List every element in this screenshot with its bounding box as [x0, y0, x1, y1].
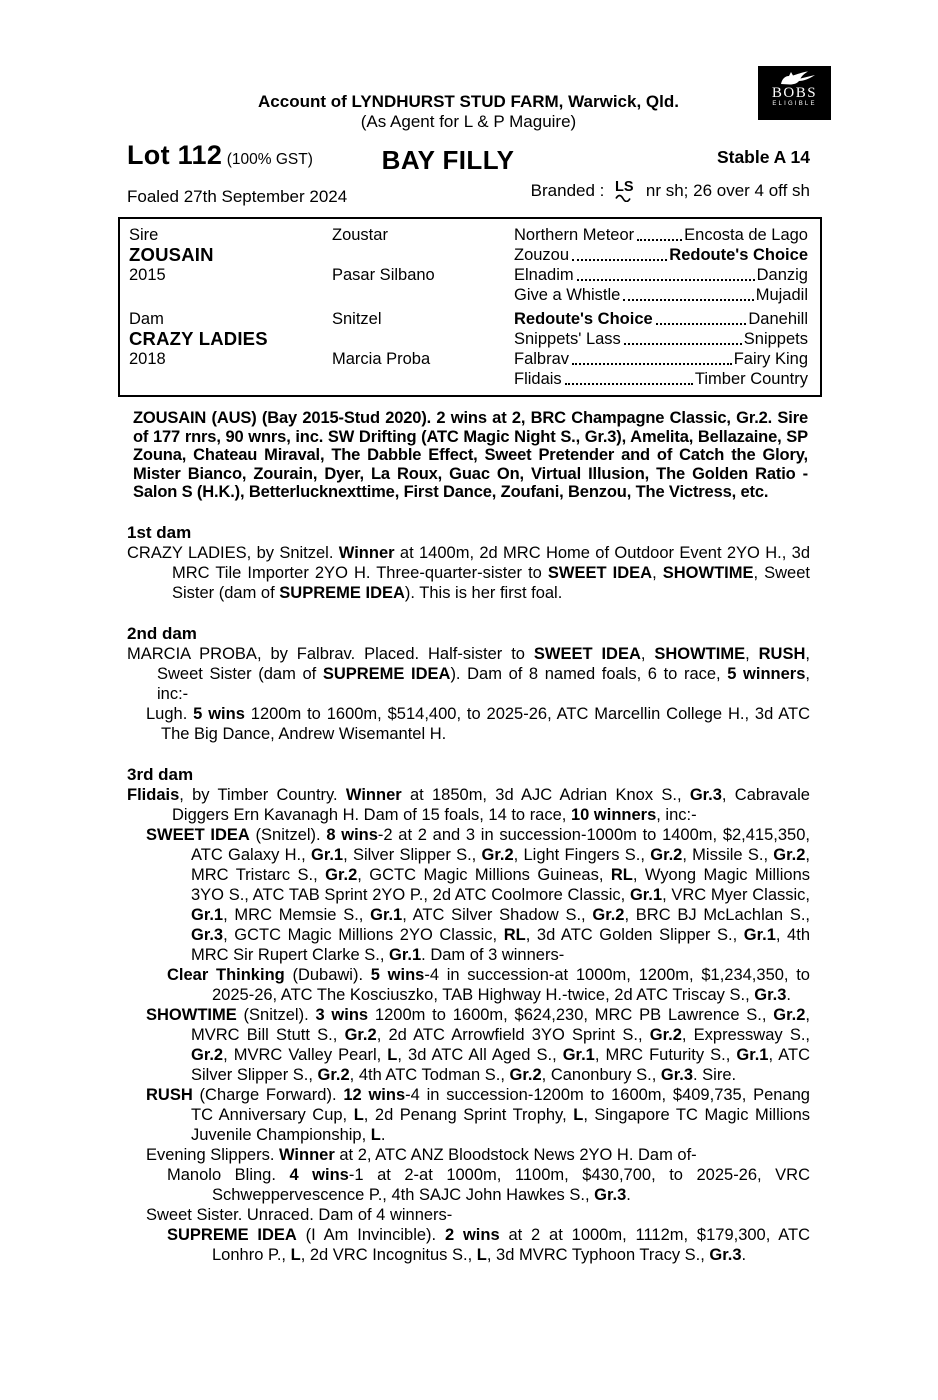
manolo-bling-entry: Manolo Bling. 4 wins-1 at 2-at 1000m, 1100m, $430,700, to 2025-26, VRC Schweppervescence P., 4th SAJC John Hawkes S., Gr.3. — [167, 1165, 810, 1204]
crazy-ladies-entry: CRAZY LADIES, by Snitzel. Winner at 1400m, 2d MRC Home of Outdoor Event 2YO H., 3d MRC Tile Importer 2YO H. Three-quarter-sister to SWEET IDEA, SHOWTIME, Sweet Sister (dam of SUPREME IDEA). This is her first foal. — [127, 543, 810, 602]
dot-leader — [565, 369, 693, 385]
dam-role: Dam — [129, 310, 164, 328]
ancestor-row: Elnadim Danzig — [514, 266, 808, 284]
dot-leader — [572, 349, 732, 365]
dam-block — [129, 309, 808, 389]
account-line: Account of LYNDHURST STUD FARM, Warwick, Qld. — [258, 92, 679, 111]
bobs-subtitle: ELIGIBLE — [772, 101, 817, 107]
dam-name: CRAZY LADIES — [129, 328, 268, 349]
lot-header — [127, 138, 810, 175]
lugh-entry: Lugh. 5 wins 1200m to 1600m, $514,400, to 2025-26, ATC Marcellin College H., 3d ATC The Big Dance, Andrew Wisemantel H. — [146, 704, 811, 743]
foaled-date: Foaled 27th September 2024 — [127, 187, 348, 206]
ancestor-row: Falbrav Fairy King — [514, 350, 808, 368]
dam-of-dam: Marcia Proba — [332, 350, 431, 368]
stable-number: Stable A 14 — [716, 147, 810, 167]
ancestor-row: Snippets' Lass Snippets — [514, 330, 808, 348]
lot-number: Lot 112 — [127, 140, 223, 170]
sire-year: 2015 — [129, 266, 166, 284]
foaled-line — [127, 178, 810, 207]
ancestor-row: Northern Meteor Encosta de Lago — [514, 226, 808, 244]
clear-thinking-entry: Clear Thinking (Dubawi). 5 wins-4 in succession-at 1000m, 1200m, $1,234,350, to 2025-26, ATC The Kosciuszko, TAB Highway H.-twice, 2d ATC Triscay S., Gr.3. — [167, 965, 810, 1004]
dot-leader — [572, 245, 667, 261]
svg-text:LS: LS — [615, 179, 634, 195]
third-dam-heading: 3rd dam — [127, 764, 194, 784]
sire-of-sire: Zoustar — [332, 226, 388, 244]
sweet-idea-entry: SWEET IDEA (Snitzel). 8 wins-2 at 2 and 3 in succession-1000m to 1400m, $2,415,350, ATC Galaxy H., Gr.1, Silver Slipper S., Gr.2, Light Fingers S., Gr.2, Missile S., Gr.2, MRC Tristarc S., Gr.2, GCTC Magic Millions Guineas, RL, Wyong Magic Millions 3YO S., ATC TAB Sprint 2YO P., 2d ATC Coolmore Classic, Gr.1, VRC Myer Classic, Gr.1, MRC Memsie S., Gr.1, ATC Silver Shadow S., Gr.2, BRC BJ McLachlan S., Gr.3, GCTC Magic Millions 2YO Classic, RL, 3d ATC Golden Slipper S., Gr.1, 4th MRC Sir Rupert Clarke S., Gr.1. Dam of 3 winners- — [146, 825, 811, 964]
sire-of-dam: Snitzel — [332, 310, 382, 328]
flidais-entry: Flidais, by Timber Country. Winner at 1850m, 3d AJC Adrian Knox S., Gr.3, Cabravale Diggers Ern Kavanagh H. Dam of 15 foals, 14 to race, 10 winners, inc:- — [127, 785, 810, 824]
rush-entry: RUSH (Charge Forward). 12 wins-4 in succession-1200m to 1600m, $409,735, Penang TC Anniversary Cup, L, 2d Penang Sprint Trophy, L, Singapore TC Magic Millions Juvenile Championship, L. — [146, 1085, 811, 1144]
second-dam-heading: 2nd dam — [127, 623, 197, 643]
dot-leader — [637, 225, 682, 241]
sire-name: ZOUSAIN — [129, 244, 214, 265]
ancestor-row: Give a Whistle Mujadil — [514, 286, 808, 304]
first-dam-heading: 1st dam — [127, 522, 192, 542]
pedigree-table — [118, 217, 822, 397]
gst-note: (100% GST) — [226, 151, 313, 168]
sire-role: Sire — [129, 226, 159, 244]
brand-line — [531, 178, 810, 207]
dot-leader — [624, 329, 742, 345]
bobs-title: BOBS — [771, 85, 818, 101]
dot-leader — [577, 265, 755, 281]
brand-mark-icon — [611, 178, 639, 207]
sire-summary: ZOUSAIN (AUS) (Bay 2015-Stud 2020). 2 wins at 2, BRC Champagne Classic, Gr.2. Sire of 177 rnrs, 90 wnrs, inc. SW Drifting (ATC Magic Night S., Gr.3), Amelita, Bellazaine, SP Zouna, Chateau Miraval, The Dabble Effect, Sweet Pretender and of Catch the Glory, Mister Bianco, Zourain, Dyer, La Roux, Guac On, Virtual Illusion, The Golden Ratio - Salon S (H.K.), Betterlucknexttime, First Dance, Zoufani, Benzou, The Victress, etc. — [133, 409, 808, 501]
dot-leader — [623, 285, 753, 301]
ancestor-row: Redoute's Choice Danehill — [514, 310, 808, 328]
supreme-idea-entry: SUPREME IDEA (I Am Invincible). 2 wins at 2 at 1000m, 1112m, $179,300, ATC Lonhro P., L, 2d VRC Incognitus S., L, 3d MVRC Typhoon Tracy S., Gr.3. — [167, 1225, 811, 1264]
horse-head-icon — [773, 69, 817, 86]
ancestor-row: Flidais Timber Country — [514, 370, 808, 388]
dam-year: 2018 — [129, 350, 166, 368]
branded-label: Branded : — [530, 181, 605, 200]
evening-slippers-entry: Evening Slippers. Winner at 2, ATC ANZ Bloodstock News 2YO H. Dam of- — [146, 1145, 697, 1164]
sire-block — [129, 225, 808, 305]
bobs-eligible-badge — [758, 66, 831, 120]
marcia-proba-entry: MARCIA PROBA, by Falbrav. Placed. Half-sister to SWEET IDEA, SHOWTIME, RUSH, Sweet Sister (dam of SUPREME IDEA). Dam of 8 named foals, 6 to race, 5 winners, inc:- — [127, 644, 810, 703]
ancestor-row: Zouzou Redoute's Choice — [514, 246, 808, 264]
sweet-sister-entry: Sweet Sister. Unraced. Dam of 4 winners- — [146, 1205, 453, 1224]
horse-description: BAY FILLY — [381, 145, 515, 175]
dot-leader — [656, 309, 747, 325]
showtime-entry: SHOWTIME (Snitzel). 3 wins 1200m to 1600m, $624,230, MRC PB Lawrence S., Gr.2, MVRC Bill Stutt S., Gr.2, 2d ATC Arrowfield 3YO Sprint S., Gr.2, Expressway S., Gr.2, MVRC Valley Pearl, L, 3d ATC All Aged S., Gr.1, MRC Futurity S., Gr.1, ATC Silver Slipper S., Gr.2, 4th ATC Todman S., Gr.2, Canonbury S., Gr.3. Sire. — [146, 1005, 811, 1084]
agent-line: (As Agent for L & P Maguire) — [360, 112, 577, 131]
branded-detail: nr sh; 26 over 4 off sh — [645, 181, 810, 200]
dam-of-sire: Pasar Silbano — [332, 266, 435, 284]
